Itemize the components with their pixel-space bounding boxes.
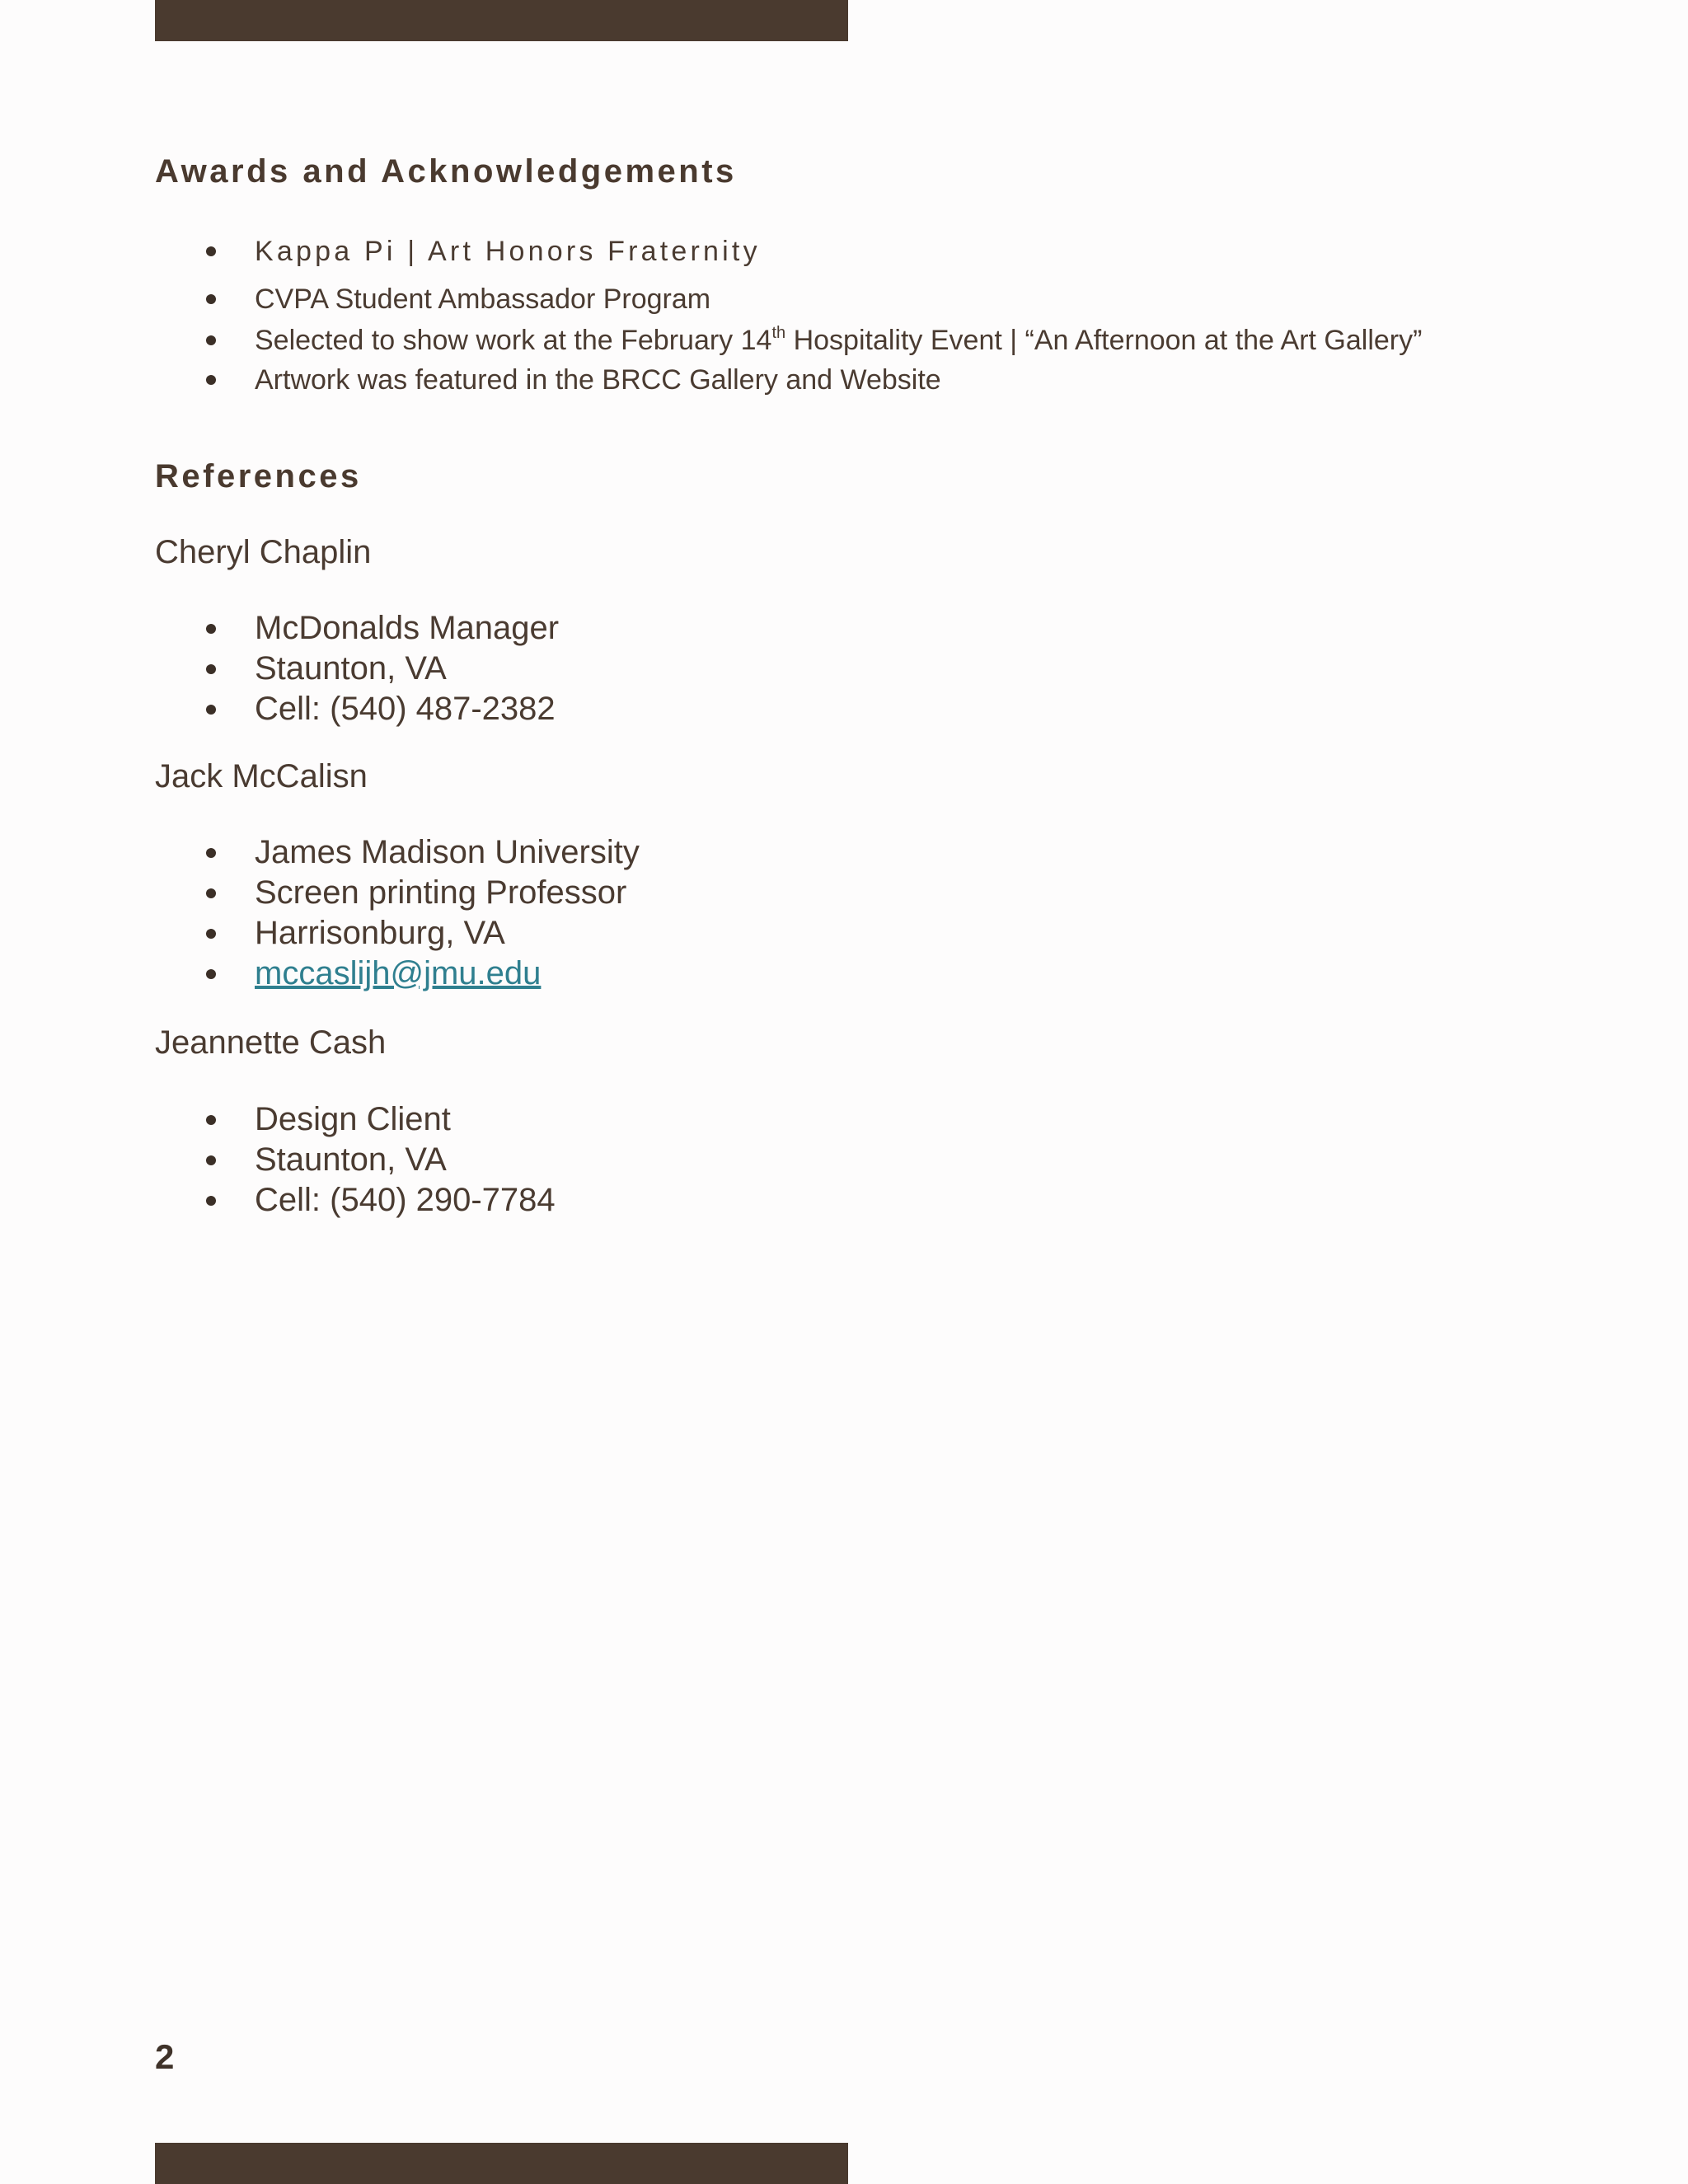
reference-detail: Staunton, VA	[0, 649, 559, 689]
bullet-icon	[206, 624, 216, 634]
bullet-icon	[206, 929, 216, 939]
reference-detail: Cell: (540) 290-7784	[0, 1180, 556, 1221]
references-heading: References	[155, 458, 362, 494]
header-decorative-bar	[155, 0, 848, 41]
award-item: Artwork was featured in the BRCC Gallery and Website	[0, 359, 1422, 401]
reference-detail: Cell: (540) 487-2382	[0, 689, 559, 729]
bullet-icon	[206, 1155, 216, 1165]
reference-detail	[0, 954, 640, 994]
reference-details-list	[0, 832, 640, 994]
reference-name: Jack McCalisn	[155, 758, 368, 794]
award-item: Selected to show work at the February 14th Hospitality Event | “An Afternoon at the Art Gallery”	[0, 320, 1422, 361]
bullet-icon	[206, 246, 216, 256]
bullet-icon	[206, 705, 216, 715]
reference-detail: Design Client	[0, 1099, 556, 1140]
reference-name: Cheryl Chaplin	[155, 534, 372, 570]
email-link[interactable]: mccaslijh@jmu.edu	[255, 955, 542, 991]
reference-detail: James Madison University	[0, 832, 640, 873]
reference-detail: Staunton, VA	[0, 1140, 556, 1180]
awards-heading: Awards and Acknowledgements	[155, 153, 737, 190]
bullet-icon	[206, 1115, 216, 1125]
reference-detail: McDonalds Manager	[0, 608, 559, 649]
reference-name: Jeannette Cash	[155, 1024, 387, 1061]
bullet-icon	[206, 335, 216, 345]
bullet-icon	[206, 848, 216, 858]
page-number: 2	[155, 2037, 175, 2076]
bullet-icon	[206, 294, 216, 304]
bullet-icon	[206, 664, 216, 674]
bullet-icon	[206, 375, 216, 385]
award-item: CVPA Student Ambassador Program	[0, 279, 1422, 320]
reference-details-list	[0, 1099, 556, 1221]
bullet-icon	[206, 888, 216, 898]
bullet-icon	[206, 1196, 216, 1206]
reference-detail: Screen printing Professor	[0, 873, 640, 913]
reference-details-list	[0, 608, 559, 729]
award-item: Kappa Pi | Art Honors Fraternity	[0, 231, 1422, 272]
awards-list	[0, 231, 1422, 401]
footer-decorative-bar	[155, 2143, 848, 2184]
reference-detail: Harrisonburg, VA	[0, 913, 640, 954]
superscript-th: th	[771, 324, 786, 342]
bullet-icon	[206, 969, 216, 979]
